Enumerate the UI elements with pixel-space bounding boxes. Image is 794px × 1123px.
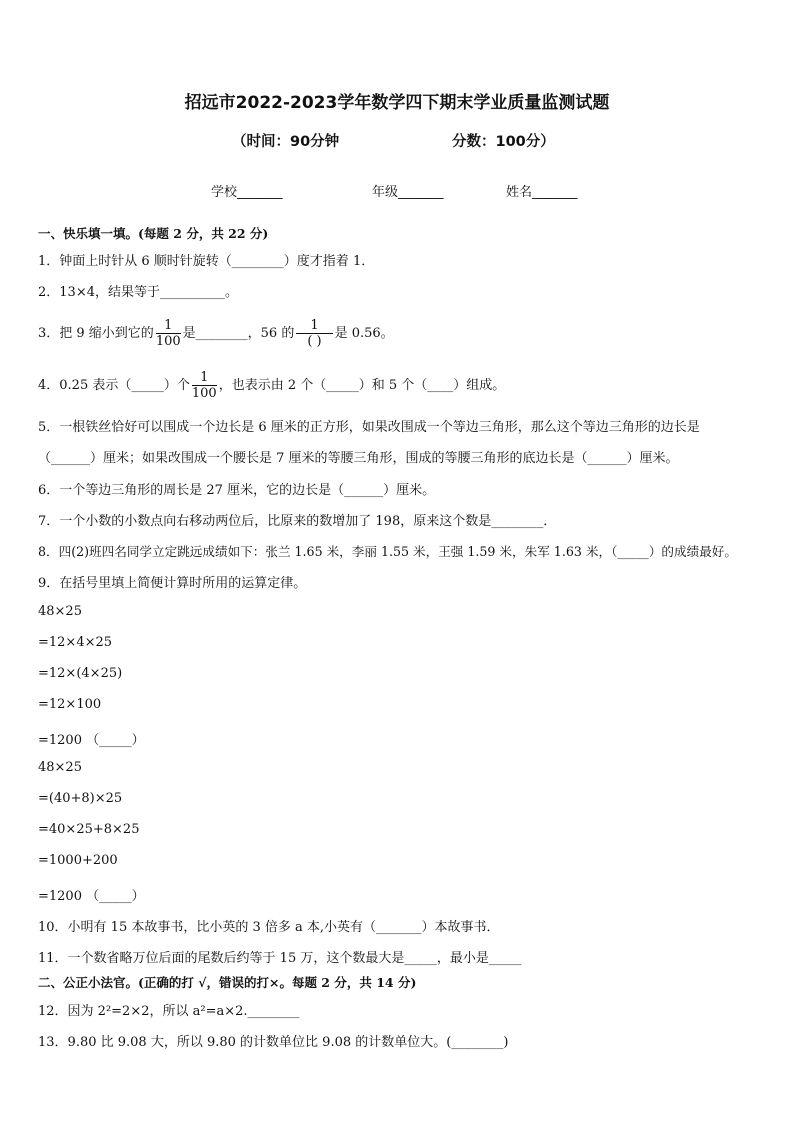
question-7: 7．一个小数的小数点向右移动两位后，比原来的数增加了 198，原来这个数是________． xyxy=(38,514,557,529)
question-3 xyxy=(38,318,394,349)
name-field: 姓名_______ xyxy=(506,185,578,200)
calc-line: 48×25 xyxy=(38,604,82,619)
question-1: 1．钟面上时针从 6 顺时针旋转（________）度才指着 1． xyxy=(38,254,375,269)
section1-heading: 一、快乐填一填。(每题 2 分，共 22 分) xyxy=(38,226,269,241)
exam-title: 招远市2022-2023学年数学四下期末学业质量监测试题 xyxy=(184,93,610,113)
q3-text-b: 是________，56 的 xyxy=(182,326,295,341)
section2-heading: 二、公正小法官。(正确的打 √，错误的打×。每题 2 分，共 14 分) xyxy=(38,975,417,990)
calc-line: =(40+8)×25 xyxy=(38,791,123,806)
question-10: 10．小明有 15 本故事书，比小英的 3 倍多 a 本,小英有（_______）本故事书． xyxy=(38,920,500,935)
question-5-line-1: 5．一根铁丝恰好可以围成一个边长是 6 厘米的正方形，如果改围成一个等边三角形，那么这个等边三角形的边长是 xyxy=(38,420,700,435)
calc-line: =1200 （_____） xyxy=(38,889,145,904)
question-12: 12．因为 2²=2×2，所以 a²=a×2.________ xyxy=(38,1004,300,1019)
exam-time: （时间：90分钟 xyxy=(232,134,340,150)
question-6: 6．一个等边三角形的周长是 27 厘米，它的边长是（______）厘米。 xyxy=(38,483,436,498)
exam-score: 分数：100分） xyxy=(452,134,555,150)
calc-line: =1000+200 xyxy=(38,853,118,868)
school-field: 学校_______ xyxy=(211,185,283,200)
q3-text-a: 3．把 9 缩小到它的 xyxy=(38,326,154,341)
q3-fraction-2: $\frac{1}{( )}$ xyxy=(296,318,332,349)
question-11: 11．一个数省略万位后面的尾数后约等于 15 万，这个数最大是_____，最小是_____ xyxy=(38,951,522,966)
question-5-line-2: （______）厘米；如果改围成一个腰长是 7 厘米的等腰三角形，围成的等腰三角形的底边长是（______）厘米。 xyxy=(38,451,679,466)
calc-line: 48×25 xyxy=(38,760,82,775)
question-4 xyxy=(38,370,505,401)
q3-text-c: 是 0.56。 xyxy=(334,326,394,341)
calc-line: =12×100 xyxy=(38,697,102,712)
q3-fraction-1: $\frac{1}{100}$ xyxy=(155,318,181,349)
question-9: 9．在括号里填上简便计算时所用的运算定律。 xyxy=(38,576,307,591)
calc-line: =12×4×25 xyxy=(38,635,113,650)
q4-fraction: $\frac{1}{100}$ xyxy=(191,370,217,401)
calc-line: =40×25+8×25 xyxy=(38,822,140,837)
question-2: 2．13×4，结果等于__________。 xyxy=(38,285,238,300)
question-8: 8．四(2)班四名同学立定跳远成绩如下：张兰 1.65 米，李丽 1.55 米，王强 1.59 米，朱军 1.63 米，（_____）的成绩最好。 xyxy=(38,544,737,559)
q4-text-a: 4．0.25 表示（_____）个 xyxy=(38,378,190,393)
calc-line: =1200 （_____） xyxy=(38,733,145,748)
calc-line: =12×(4×25) xyxy=(38,666,123,681)
q4-text-b: ，也表示由 2 个（_____）和 5 个（____）组成。 xyxy=(218,378,506,393)
question-13: 13．9.80 比 9.08 大，所以 9.80 的计数单位比 9.08 的计数单位大。(________) xyxy=(38,1035,509,1050)
grade-field: 年级_______ xyxy=(372,185,444,200)
